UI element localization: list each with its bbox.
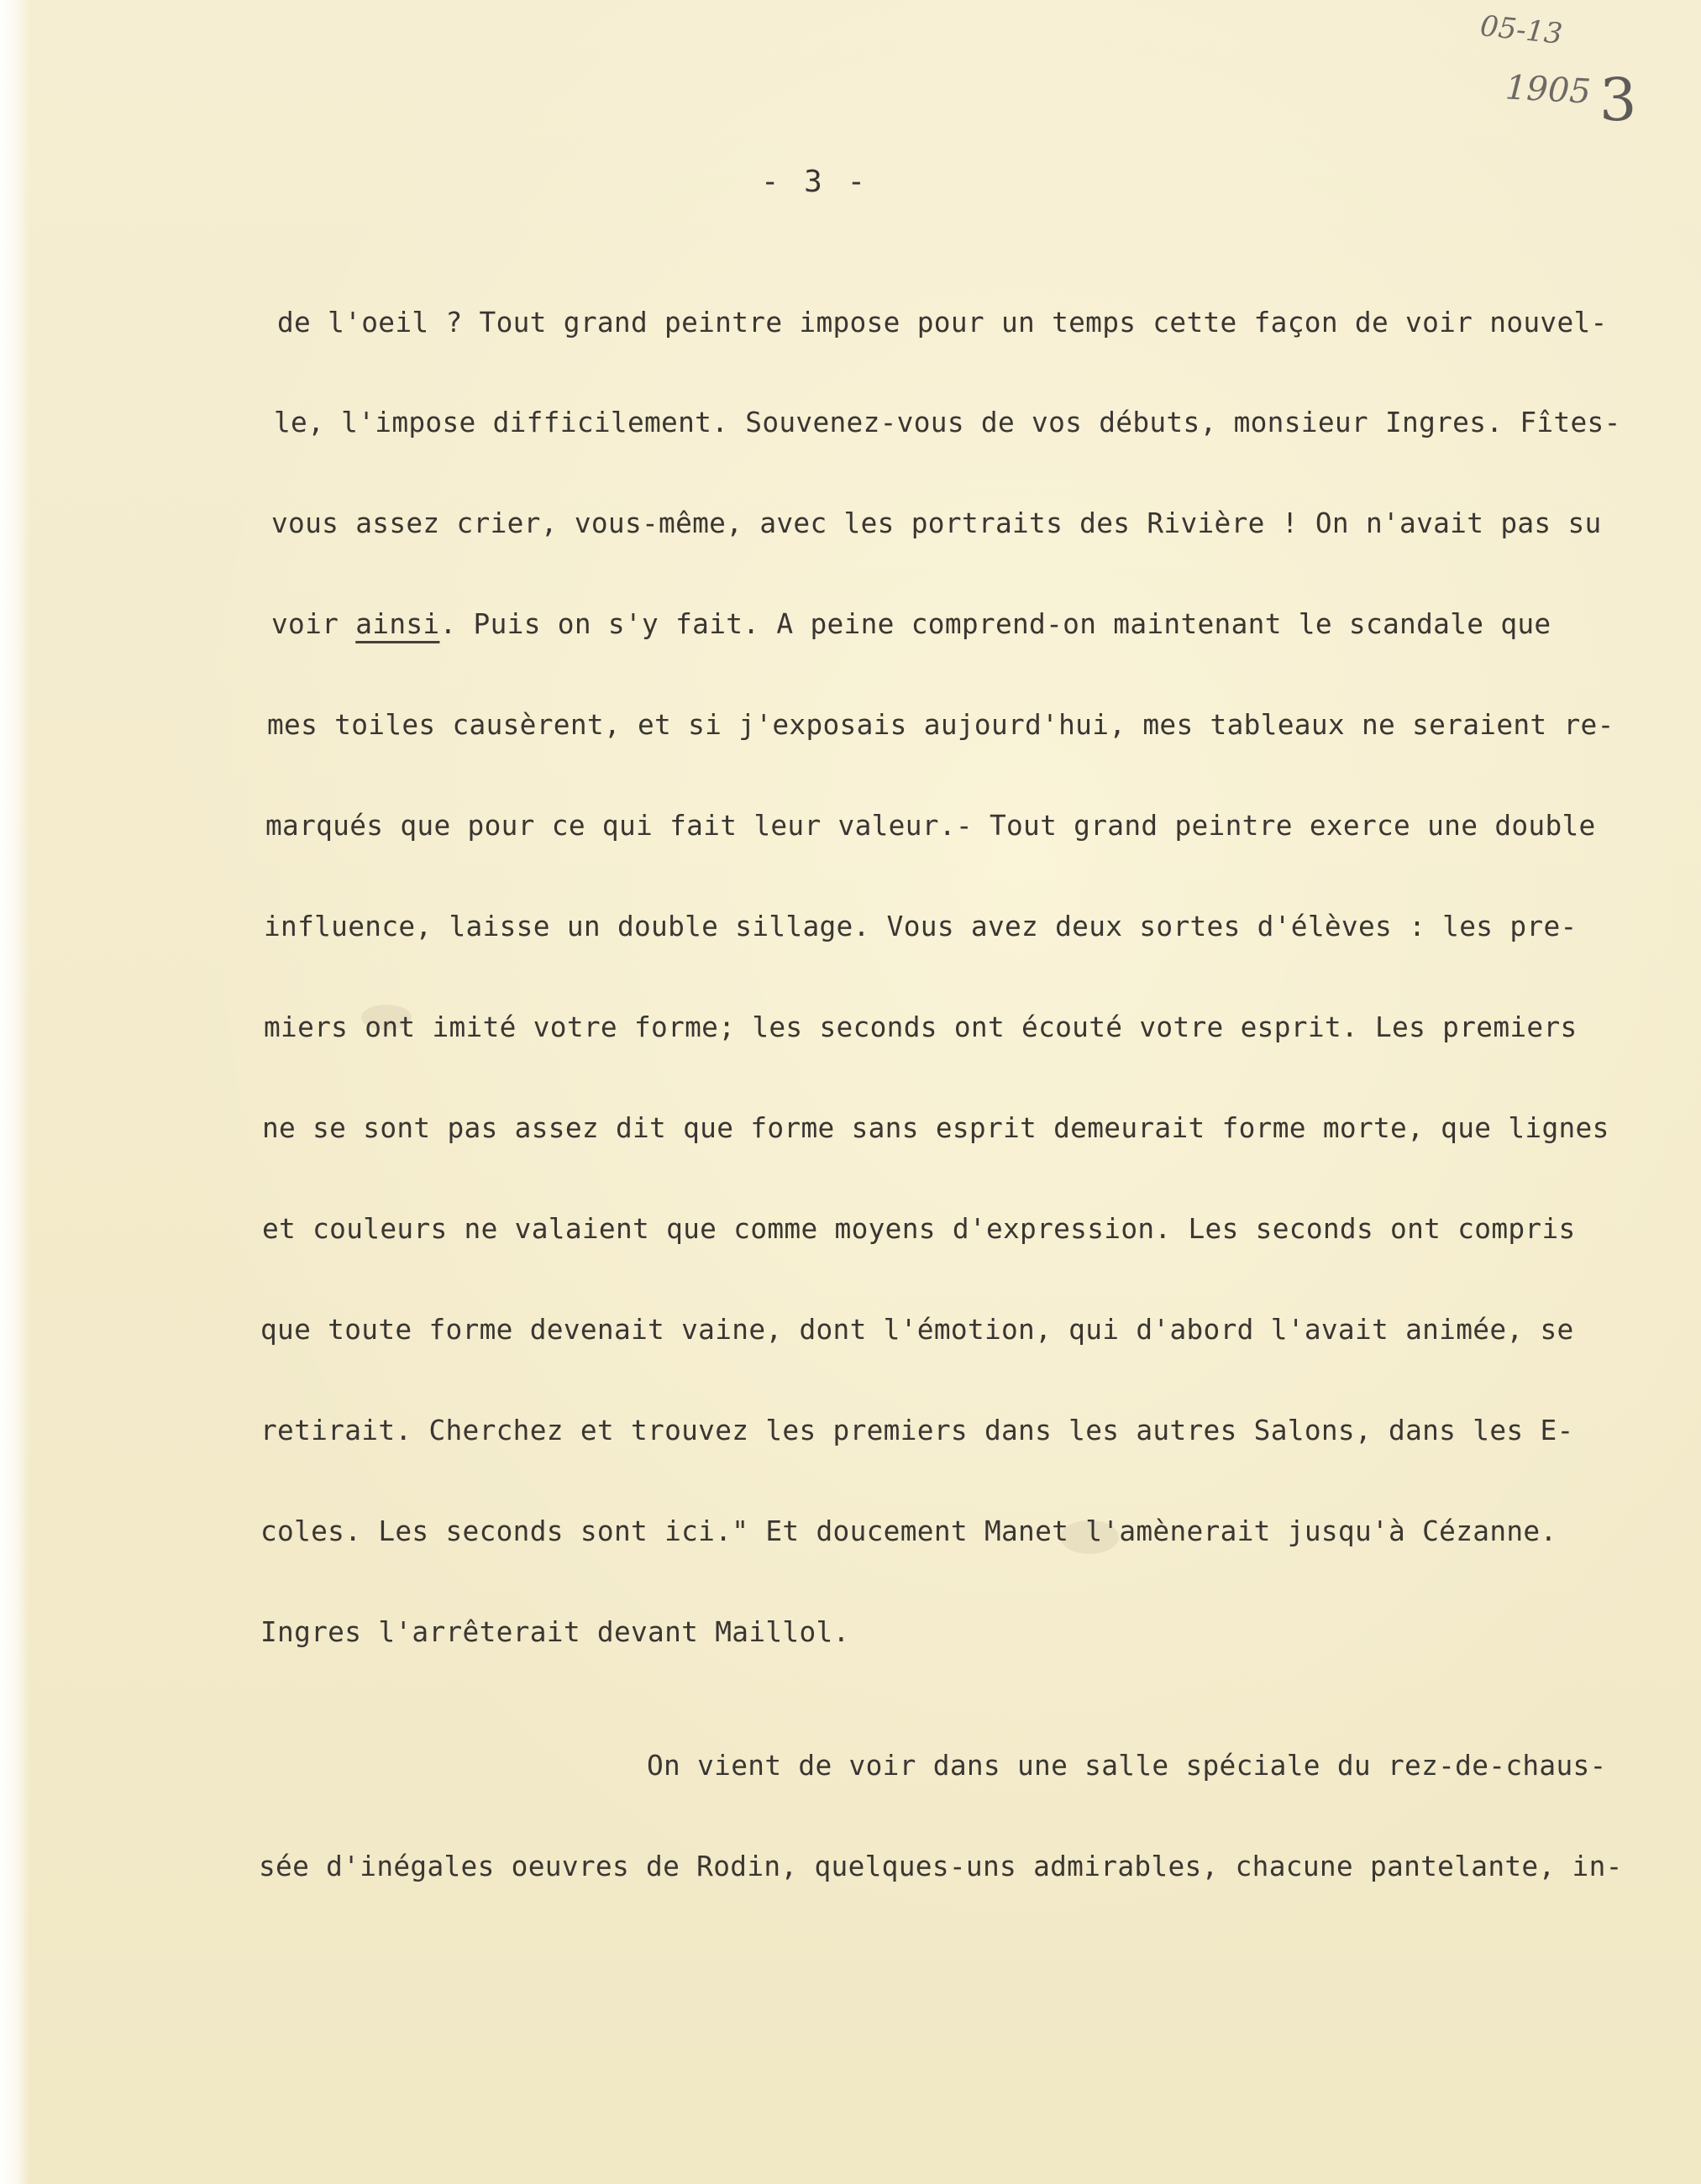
page-left-edge [0,0,30,2184]
text-line: que toute forme devenait vaine, dont l'émotion, qui d'abord l'avait animée, se [260,1314,1574,1346]
text-line: coles. Les seconds sont ici." Et doucement Manet l'amènerait jusqu'à Cézanne. [260,1515,1557,1547]
text-line: de l'oeil ? Tout grand peintre impose pour un temps cette façon de voir nouvel- [277,307,1608,339]
handwritten-year: 1905 [1504,68,1592,112]
text-line: Ingres l'arrêterait devant Maillol. [260,1616,850,1648]
text-fragment: voir [271,608,356,640]
underlined-word: ainsi [355,608,440,640]
text-line: et couleurs ne valaient que comme moyens d'expression. Les seconds ont compris [262,1213,1576,1245]
text-line: retirait. Cherchez et trouvez les premiers dans les autres Salons, dans les E- [260,1415,1574,1446]
handwritten-page-number: 3 [1599,66,1637,134]
text-line: miers ont imité votre forme; les seconds ont écouté votre esprit. Les premiers [264,1011,1578,1043]
text-line: sée d'inégales oeuvres de Rodin, quelques-uns admirables, chacune pantelante, in- [259,1851,1623,1882]
text-fragment: . Puis on s'y fait. A peine comprend-on maintenant le scandale que [439,608,1551,640]
text-line: ne se sont pas assez dit que forme sans esprit demeurait forme morte, que lignes [262,1112,1609,1144]
text-line: On vient de voir dans une salle spéciale du rez-de-chaus- [647,1750,1607,1782]
text-line: le, l'impose difficilement. Souvenez-vous de vos débuts, monsieur Ingres. Fîtes- [274,407,1621,438]
text-line: marqués que pour ce qui fait leur valeur.- Tout grand peintre exerce une double [265,810,1596,842]
text-line [271,604,1551,644]
text-line: mes toiles causèrent, et si j'exposais aujourd'hui, mes tableaux ne seraient re- [267,709,1614,741]
handwritten-date: 05-13 [1478,8,1564,52]
text-line: influence, laisse un double sillage. Vous avez deux sortes d'élèves : les pre- [264,911,1578,942]
text-line: vous assez crier, vous-même, avec les portraits des Rivière ! On n'avait pas su [271,507,1602,539]
page-number: - 3 - [760,165,869,199]
